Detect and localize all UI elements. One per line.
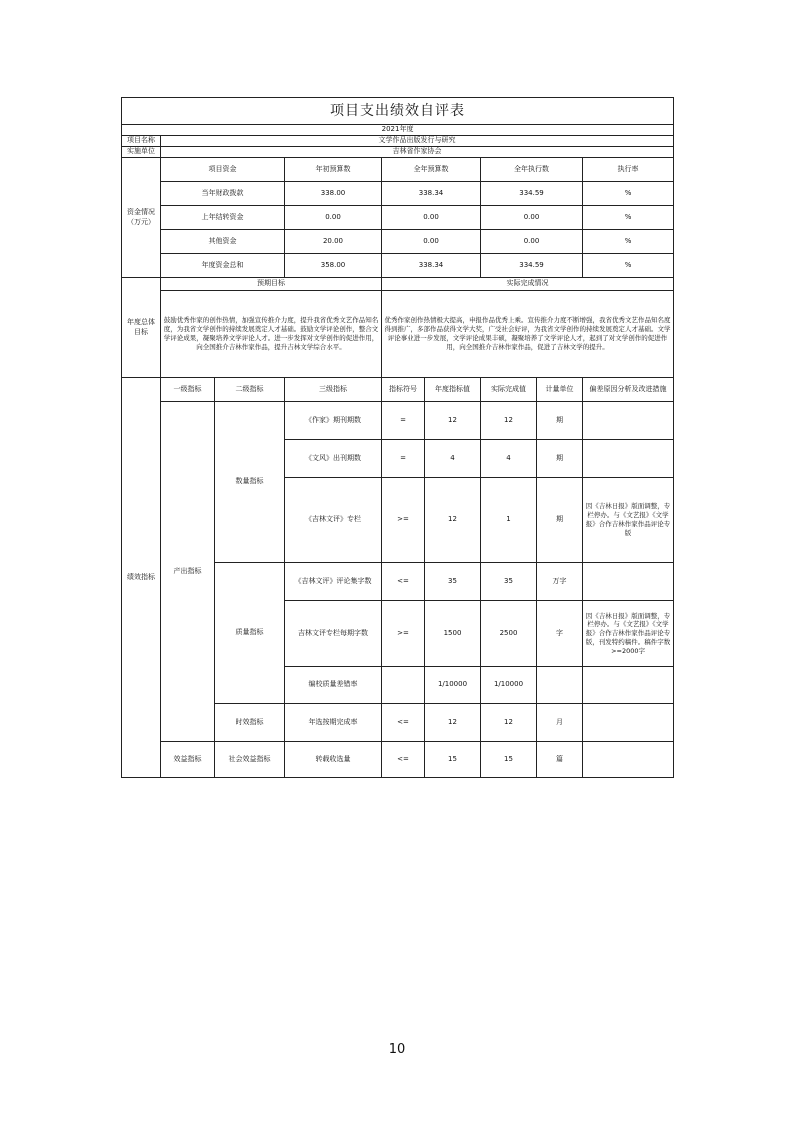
funds-cell: 其他资金 — [161, 230, 285, 254]
level2-quality: 质量指标 — [215, 563, 285, 704]
indicator-symbol: >= — [382, 601, 425, 667]
funds-cell: 0.00 — [382, 230, 481, 254]
funds-cell: 0.00 — [481, 230, 583, 254]
funds-cell: % — [583, 230, 674, 254]
funds-row — [122, 206, 674, 230]
indicator-target: 1/10000 — [425, 667, 481, 704]
indicator-unit: 万字 — [537, 563, 583, 601]
funds-cell: 上年结转资金 — [161, 206, 285, 230]
unit-value: 吉林省作家协会 — [161, 147, 674, 158]
indicator-name: 年选按期完成率 — [285, 704, 382, 742]
expected-goal-text: 鼓励优秀作家的创作热情，加强宣传推介力度，提升我省优秀文艺作品知名度，为我省文学创作的持续发展奠定人才基础。鼓励文学评论创作，整合文学评论成果，凝聚培养文学评论人才。进一步发挥对文学创作的促进作用，向全国推介吉林作家作品，提升吉林文学综合水平。 — [161, 291, 382, 378]
indicator-symbol: <= — [382, 704, 425, 742]
funds-cell: 年度资金总和 — [161, 254, 285, 278]
level2-social: 社会效益指标 — [215, 742, 285, 778]
indicator-unit: 月 — [537, 704, 583, 742]
indicator-name: 《吉林文评》评论集字数 — [285, 563, 382, 601]
indicator-actual: 4 — [481, 440, 537, 478]
level1-output: 产出指标 — [161, 402, 215, 742]
page-title: 项目支出绩效自评表 — [122, 98, 674, 125]
perf-side-label: 绩效指标 — [122, 378, 161, 778]
indicator-name: 《作家》期刊期数 — [285, 402, 382, 440]
indicator-actual: 12 — [481, 402, 537, 440]
indicator-row — [122, 742, 674, 778]
indicator-target: 12 — [425, 704, 481, 742]
indicator-name: 编校质量差错率 — [285, 667, 382, 704]
funds-side-label: 资金情况（万元） — [122, 158, 161, 278]
indicator-unit: 期 — [537, 440, 583, 478]
indicator-actual: 15 — [481, 742, 537, 778]
funds-row — [122, 230, 674, 254]
level2-timeliness: 时效指标 — [215, 704, 285, 742]
perf-header-cell: 三级指标 — [285, 378, 382, 402]
indicator-note — [583, 563, 674, 601]
indicator-symbol: = — [382, 440, 425, 478]
level1-benefit: 效益指标 — [161, 742, 215, 778]
funds-cell: 338.34 — [382, 182, 481, 206]
funds-header-cell: 全年预算数 — [382, 158, 481, 182]
funds-header-cell: 项目资金 — [161, 158, 285, 182]
indicator-target: 12 — [425, 478, 481, 563]
goals-side-label: 年度总体目标 — [122, 278, 161, 378]
indicator-note — [583, 440, 674, 478]
funds-cell: % — [583, 254, 674, 278]
indicator-unit: 篇 — [537, 742, 583, 778]
indicator-target: 1500 — [425, 601, 481, 667]
page-number: 10 — [388, 1042, 406, 1057]
indicator-symbol: <= — [382, 742, 425, 778]
funds-cell: 当年财政拨款 — [161, 182, 285, 206]
indicator-unit: 期 — [537, 478, 583, 563]
indicator-symbol: = — [382, 402, 425, 440]
indicator-unit: 期 — [537, 402, 583, 440]
indicator-symbol: <= — [382, 563, 425, 601]
funds-cell: 0.00 — [382, 206, 481, 230]
level2-quantity: 数量指标 — [215, 402, 285, 563]
indicator-name: 《吉林文评》专栏 — [285, 478, 382, 563]
funds-row — [122, 182, 674, 206]
indicator-unit — [537, 667, 583, 704]
indicator-note — [583, 667, 674, 704]
indicator-target: 4 — [425, 440, 481, 478]
indicator-target: 15 — [425, 742, 481, 778]
indicator-actual: 35 — [481, 563, 537, 601]
funds-cell: 338.34 — [382, 254, 481, 278]
unit-label: 实施单位 — [122, 147, 161, 158]
funds-cell: 20.00 — [285, 230, 382, 254]
funds-cell: 338.00 — [285, 182, 382, 206]
indicator-note — [583, 402, 674, 440]
indicator-name: 转载收选量 — [285, 742, 382, 778]
project-name-value: 文学作品出版发行与研究 — [161, 136, 674, 147]
funds-cell: 0.00 — [285, 206, 382, 230]
indicator-note — [583, 704, 674, 742]
perf-header-cell: 计量单位 — [537, 378, 583, 402]
perf-header-cell: 二级指标 — [215, 378, 285, 402]
project-name-label: 项目名称 — [122, 136, 161, 147]
indicator-note: 因《吉林日报》版面调整，专栏停办。与《文艺报》《文学报》合作吉林作家作品评论专版，刊发特约稿件。稿件字数>=2000字 — [583, 601, 674, 667]
funds-cell: 358.00 — [285, 254, 382, 278]
indicator-actual: 12 — [481, 704, 537, 742]
funds-cell: 334.59 — [481, 182, 583, 206]
funds-header-cell: 执行率 — [583, 158, 674, 182]
indicator-symbol — [382, 667, 425, 704]
indicator-target: 35 — [425, 563, 481, 601]
funds-header-cell: 全年执行数 — [481, 158, 583, 182]
perf-header-cell: 一级指标 — [161, 378, 215, 402]
indicator-symbol: >= — [382, 478, 425, 563]
indicator-row — [122, 402, 674, 440]
indicator-note — [583, 742, 674, 778]
indicator-actual: 1/10000 — [481, 667, 537, 704]
expected-goal-header: 预期目标 — [161, 278, 382, 291]
perf-header-cell: 年度指标值 — [425, 378, 481, 402]
perf-header-cell: 偏差原因分析及改进措施 — [583, 378, 674, 402]
indicator-note: 因《吉林日报》版面调整，专栏停办。与《文艺报》《文学报》合作吉林作家作品评论专版 — [583, 478, 674, 563]
indicator-target: 12 — [425, 402, 481, 440]
self-evaluation-table — [121, 97, 674, 778]
funds-cell: % — [583, 206, 674, 230]
funds-cell: % — [583, 182, 674, 206]
indicator-unit: 字 — [537, 601, 583, 667]
indicator-name: 吉林文评专栏每期字数 — [285, 601, 382, 667]
funds-header-cell: 年初预算数 — [285, 158, 382, 182]
year-label: 2021年度 — [122, 125, 674, 136]
perf-header-cell: 实际完成值 — [481, 378, 537, 402]
actual-result-text: 优秀作家创作热情极大提高，申报作品优秀上乘。宣传推介力度不断增强，我省优秀文艺作品知名度得到推广，多部作品获得文学大奖，广受社会好评，为我省文学创作的持续发展奠定人才基础。文学评论事业进一步发展，文学评论成果丰硕，凝聚培养了文学评论人才，起到了对文学创作的促进作用，向全国推介吉林作家作品，促进了吉林文学的提升。 — [382, 291, 674, 378]
indicator-actual: 1 — [481, 478, 537, 563]
perf-header-cell: 指标符号 — [382, 378, 425, 402]
funds-cell: 334.59 — [481, 254, 583, 278]
actual-result-header: 实际完成情况 — [382, 278, 674, 291]
indicator-name: 《文风》出刊期数 — [285, 440, 382, 478]
indicator-actual: 2500 — [481, 601, 537, 667]
funds-cell: 0.00 — [481, 206, 583, 230]
funds-row — [122, 254, 674, 278]
